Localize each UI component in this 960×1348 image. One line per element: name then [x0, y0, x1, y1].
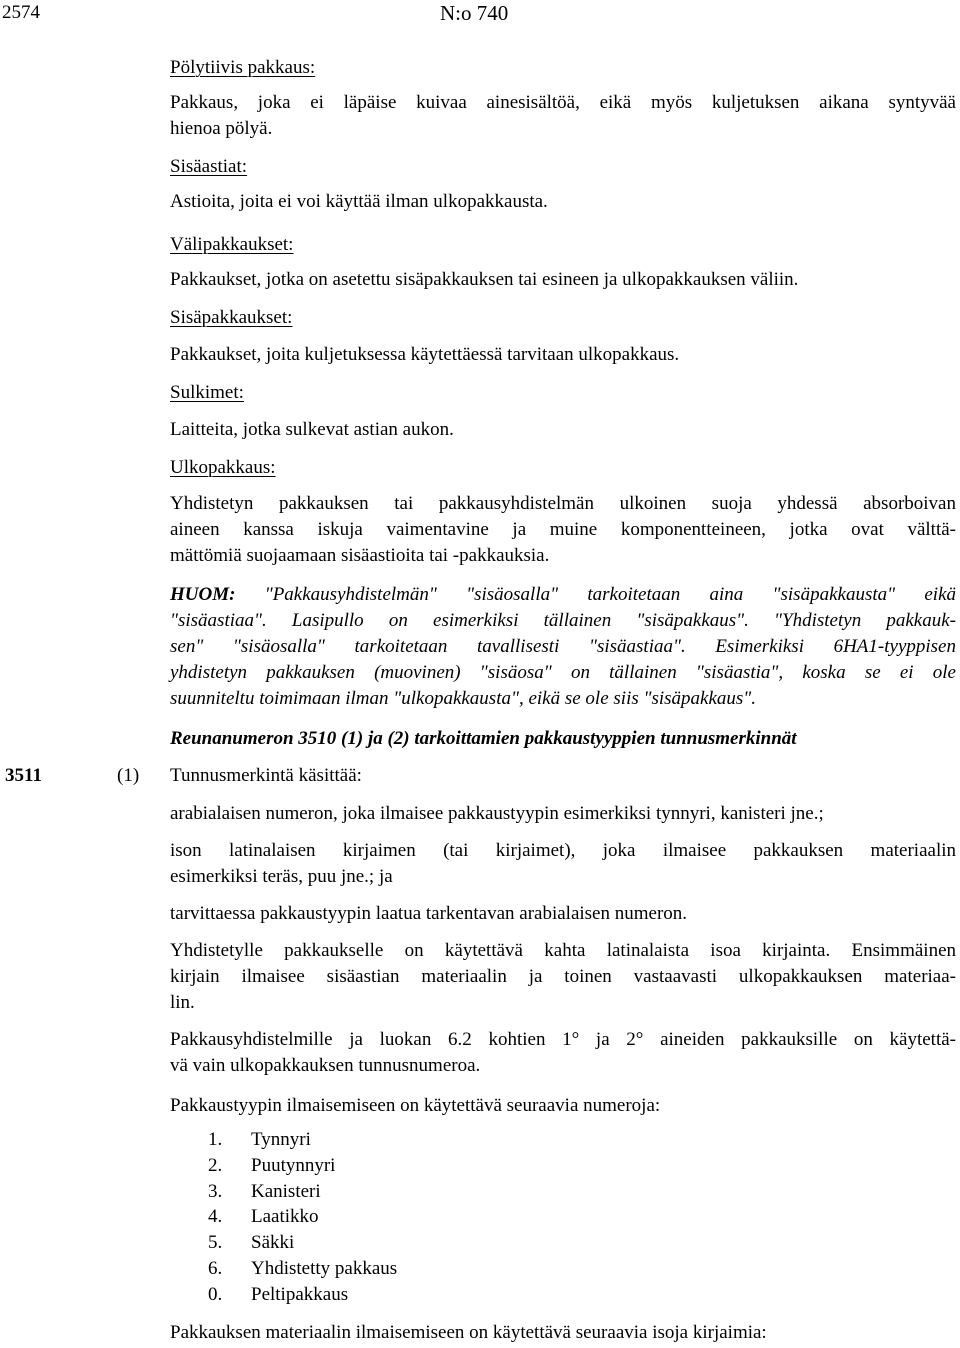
intro-text: Tunnusmerkintä käsittää: — [170, 765, 362, 786]
term-sulkimet: Sulkimet: — [170, 382, 244, 403]
paragraph-numerot: Pakkaustyypin ilmaisemiseen on käytettävä seuraavia numeroja: — [170, 1095, 661, 1116]
definition-sulkimet: Laitteita, jotka sulkevat astian aukon. — [170, 419, 454, 440]
definition-valipakkaukset: Pakkaukset, jotka on asetettu sisäpakkauksen tai esineen ja ulkopakkauksen väliin. — [170, 269, 799, 290]
definition-sisaastiat: Astioita, joita ei voi käyttää ilman ulkopakkausta. — [170, 191, 548, 212]
definition-polytiivis-pakkaus: Pakkaus, joka ei läpäise kuivaa ainesisältöä, eikä myös kuljetuksen aikana syntyvää hienoa pölyä. — [170, 92, 956, 139]
paragraph-yhdistetylle: Yhdistetylle pakkaukselle on käytettävä kahta latinalaista isoa kirjainta. Ensimmäinen kirjain ilmaisee sisäastian materiaalin ja toinen vastaavasti ulkopakkauksen materiaa- lin. — [170, 940, 956, 1013]
note-label: HUOM: — [170, 584, 236, 605]
term-sisapakkaukset: Sisäpakkaukset: — [170, 307, 293, 328]
section-heading: Reunanumeron 3510 (1) ja (2) tarkoittamien pakkaustyyppien tunnusmerkinnät — [170, 728, 797, 749]
definition-ulkopakkaus: Yhdistetyn pakkauksen tai pakkausyhdistelmän ulkoinen suoja yhdessä absorboivan aineen kanssa iskuja vaimentavine ja muine komponentteineen, jotka ovat välttä- mättömiä suojaamaan sisäastioita tai -pakkauksia. — [170, 493, 956, 566]
list-item: 6. Yhdistetty pakkaus — [208, 1257, 398, 1279]
list-item: 2. Puutynnyri — [208, 1154, 336, 1176]
list-item: 4. Laatikko — [208, 1206, 319, 1228]
list-item: 3. Kanisteri — [208, 1180, 321, 1202]
paragraph-materiaali: Pakkauksen materiaalin ilmaisemiseen on käytettävä seuraavia isoja kirjaimia: — [170, 1322, 767, 1343]
subsection-number: (1) — [117, 765, 140, 786]
note-huom: HUOM: "Pakkausyhdistelmän" "sisäosalla" tarkoitetaan aina "sisäpakkausta" eikä "sisäastiaa". Lasipullo on esimerkiksi tällainen "sisäpakkaus". "Yhdistetyn pakkauk- sen" "sisäosalla" tarkoitetaan tavallisesti "sisäastiaa". Esimerkiksi 6HA1-tyyppisen yhdistetyn pakkauksen (muovinen) "sisäosa" on tällainen "sisäastia", koska se ei ole suunniteltu toimimaan ilman "ulkopakkausta", eikä se ole siis "sisäpakkaus". — [170, 584, 956, 709]
package-type-list — [208, 1127, 397, 1308]
term-ulkopakkaus: Ulkopakkaus: — [170, 457, 276, 478]
term-sisaastiat: Sisäastiat: — [170, 156, 248, 177]
issue-number: N:o 740 — [440, 1, 509, 25]
list-item: arabialaisen numeron, joka ilmaisee pakkaustyypin esimerkiksi tynnyri, kanisteri jne.; — [170, 803, 824, 824]
marginal-number: 3511 — [5, 765, 42, 786]
list-item: 5. Säkki — [208, 1232, 295, 1254]
list-item: tarvittaessa pakkaustyypin laatua tarkentavan arabialaisen numeron. — [170, 903, 688, 924]
definition-sisapakkaukset: Pakkaukset, joita kuljetuksessa käytettäessä tarvitaan ulkopakkaus. — [170, 344, 680, 365]
list-item: 0. Peltipakkaus — [208, 1283, 349, 1305]
list-item: 1. Tynnyri — [208, 1129, 311, 1150]
paragraph-pakkausyhdistelmille: Pakkausyhdistelmille ja luokan 6.2 kohtien 1° ja 2° aineiden pakkauksille on käytettä- vä vain ulkopakkauksen tunnusnumeroa. — [170, 1029, 956, 1076]
term-polytiivis-pakkaus: Pölytiivis pakkaus: — [170, 57, 316, 78]
page-number: 2574 — [2, 2, 40, 23]
list-item: ison latinalaisen kirjaimen (tai kirjaimet), joka ilmaisee pakkauksen materiaalin esimerkiksi teräs, puu jne.; ja — [170, 840, 956, 887]
term-valipakkaukset: Välipakkaukset: — [170, 234, 294, 255]
